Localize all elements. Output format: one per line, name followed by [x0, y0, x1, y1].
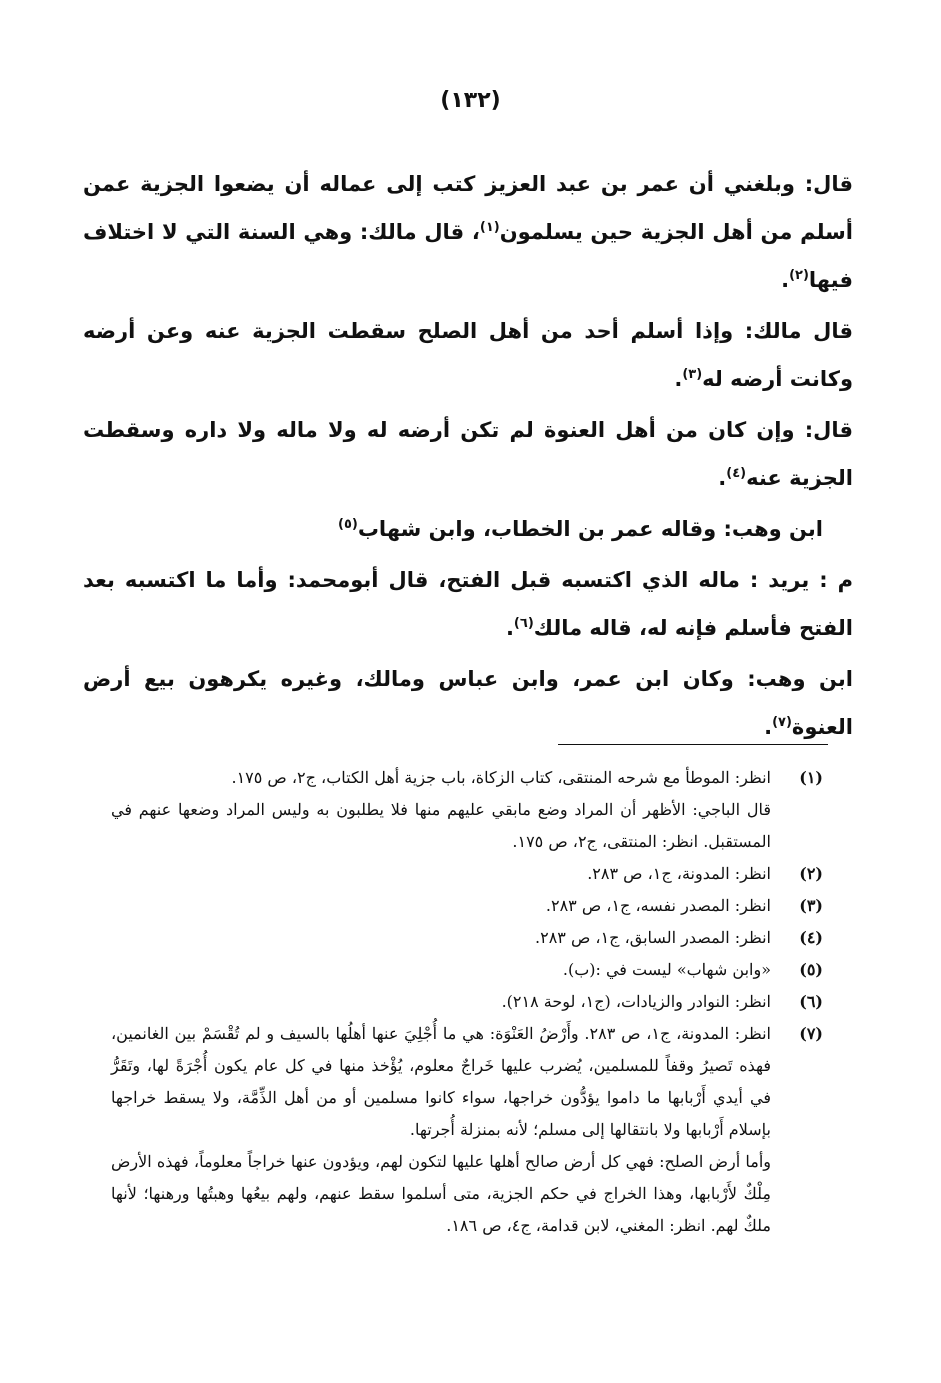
footnote-ref: (٢)	[789, 268, 809, 283]
footnote-text: وأما أرض الصلح: فهي كل أرض صالح أهلها عليها لتكون لهم، ويؤدون عنها خراجاً معلوماً، فهذه الأرض مِلْكٌ لأَرْبابها، وهذا الخراج في حكم الجزية، متى أسلموا سقط عنهم، ولهم بيعُها وهبتُها ورهنها؛ لأنها ملكٌ لهم. انظر: المغني، لابن قدامة، ج٤، ص ١٨٦.	[111, 1152, 771, 1235]
paragraph-4	[83, 505, 853, 553]
footnote-text: انظر: المصدر السابق، ج١، ص ٢٨٣.	[535, 928, 771, 947]
paragraph-text: قال مالك: وإذا أسلم أحد من أهل الصلح سقطت الجزية عنه وعن أرضه وكانت أرضه له	[83, 319, 853, 391]
footnote-7	[111, 1018, 823, 1242]
footnote-body	[111, 858, 771, 890]
paragraph-2	[83, 307, 853, 403]
footnote-number: (١)	[799, 768, 823, 787]
main-text	[83, 160, 853, 754]
footnote-ref: (١)	[479, 220, 500, 235]
footnote-number: (٥)	[799, 960, 823, 979]
paragraph-text: قال: وإن كان من أهل العنوة لم تكن أرضه له ولا ماله ولا داره وسقطت الجزية عنه	[83, 418, 853, 490]
footnote-body	[111, 954, 771, 986]
footnote-number: (٢)	[799, 864, 823, 883]
paragraph-3	[83, 406, 853, 502]
footnote-body	[111, 986, 771, 1018]
footnote-number: (٧)	[799, 1024, 823, 1043]
footnote-body	[111, 1018, 771, 1242]
paragraph-text: .	[505, 616, 514, 640]
footnote-text: انظر: المدونة، ج١، ص ٢٨٣.	[587, 864, 771, 883]
paragraph-text: .	[674, 367, 683, 391]
paragraph-text: .	[764, 715, 773, 739]
footnote-ref: (٧)	[772, 715, 792, 730]
footnote-text: انظر: المصدر نفسه، ج١، ص ٢٨٣.	[545, 896, 771, 915]
footnote-number: (٦)	[799, 992, 823, 1011]
footnote-2	[111, 858, 823, 890]
footnote-5	[111, 954, 823, 986]
footnote-body	[111, 922, 771, 954]
footnote-ref: (٣)	[682, 367, 703, 382]
footnote-6	[111, 986, 823, 1018]
paragraph-1	[83, 160, 853, 304]
footnote-body	[111, 762, 771, 858]
paragraph-text: ابن وهب: وقاله عمر بن الخطاب، وابن شهاب	[357, 517, 823, 541]
footnote-body	[111, 890, 771, 922]
paragraph-text: .	[718, 466, 727, 490]
footnote-1	[111, 762, 823, 858]
footnote-divider	[558, 744, 828, 745]
footnote-4	[111, 922, 823, 954]
paragraph-6	[83, 655, 853, 751]
paragraph-text: .	[781, 268, 790, 292]
footnote-ref: (٥)	[337, 517, 358, 532]
footnote-text: قال الباجي: الأظهر أن المراد وضع مابقي عليهم منها فلا يطلبون به وليس المراد وضعها عنهم في المستقبل. انظر: المنتقى، ج٢، ص ١٧٥.	[111, 800, 771, 851]
page-number: (١٣٢)	[440, 88, 501, 113]
footnote-text: انظر: المدونة، ج١، ص ٢٨٣. وأَرْضُ العَنْوَة: هي ما أُجْلِيَ عنها أهلُها بالسيف و لم تُقْسَمْ بين الغانمين، فهذه تَصيرُ وقفاً للمسلمين، يُضرب عليها خَراجٌ معلوم، يُؤْخذ منها في كل عام يكون أُجْرَةً لها، وتَقَرُّ في أيدي أَرْبابها ما داموا يؤدُّون خراجها، سواء كانوا مسلمين أو من أهل الذِّمَّة، ولا يسقط خراجها بإسلام أَرْبابها ولا بانتقالها إلى مسلم؛ لأنه بمنزلة أُجرتها.	[111, 1024, 771, 1139]
footnote-3	[111, 890, 823, 922]
footnotes	[111, 762, 823, 1242]
paragraph-text: م : يريد : ماله الذي اكتسبه قبل الفتح، قال أبومحمد: وأما ما اكتسبه بعد الفتح فأسلم فإنه له، قاله مالك	[83, 568, 853, 640]
footnote-ref: (٤)	[726, 466, 747, 481]
footnote-text: انظر: النوادر والزيادات، (ج١، لوحة ٢١٨).	[501, 992, 771, 1011]
paragraph-5	[83, 556, 853, 652]
footnote-number: (٤)	[799, 928, 823, 947]
footnote-text: «وابن شهاب» ليست في :(ب).	[562, 960, 771, 979]
footnote-ref: (٦)	[513, 616, 534, 631]
paragraph-text: ، قال مالك: وهي السنة التي لا اختلاف فيها	[83, 220, 853, 292]
paragraph-text: قال: وبلغني أن عمر بن عبد العزيز كتب إلى عماله أن يضعوا الجزية عمن أسلم من أهل الجزية حين يسلمون	[83, 172, 853, 244]
paragraph-text: ابن وهب: وكان ابن عمر، وابن عباس ومالك، وغيره يكرهون بيع أرض العنوة	[83, 667, 853, 739]
footnote-text: انظر: الموطأ مع شرحه المنتقى، كتاب الزكاة، باب جزية أهل الكتاب، ج٢، ص ١٧٥.	[231, 768, 771, 787]
footnote-number: (٣)	[799, 896, 823, 915]
